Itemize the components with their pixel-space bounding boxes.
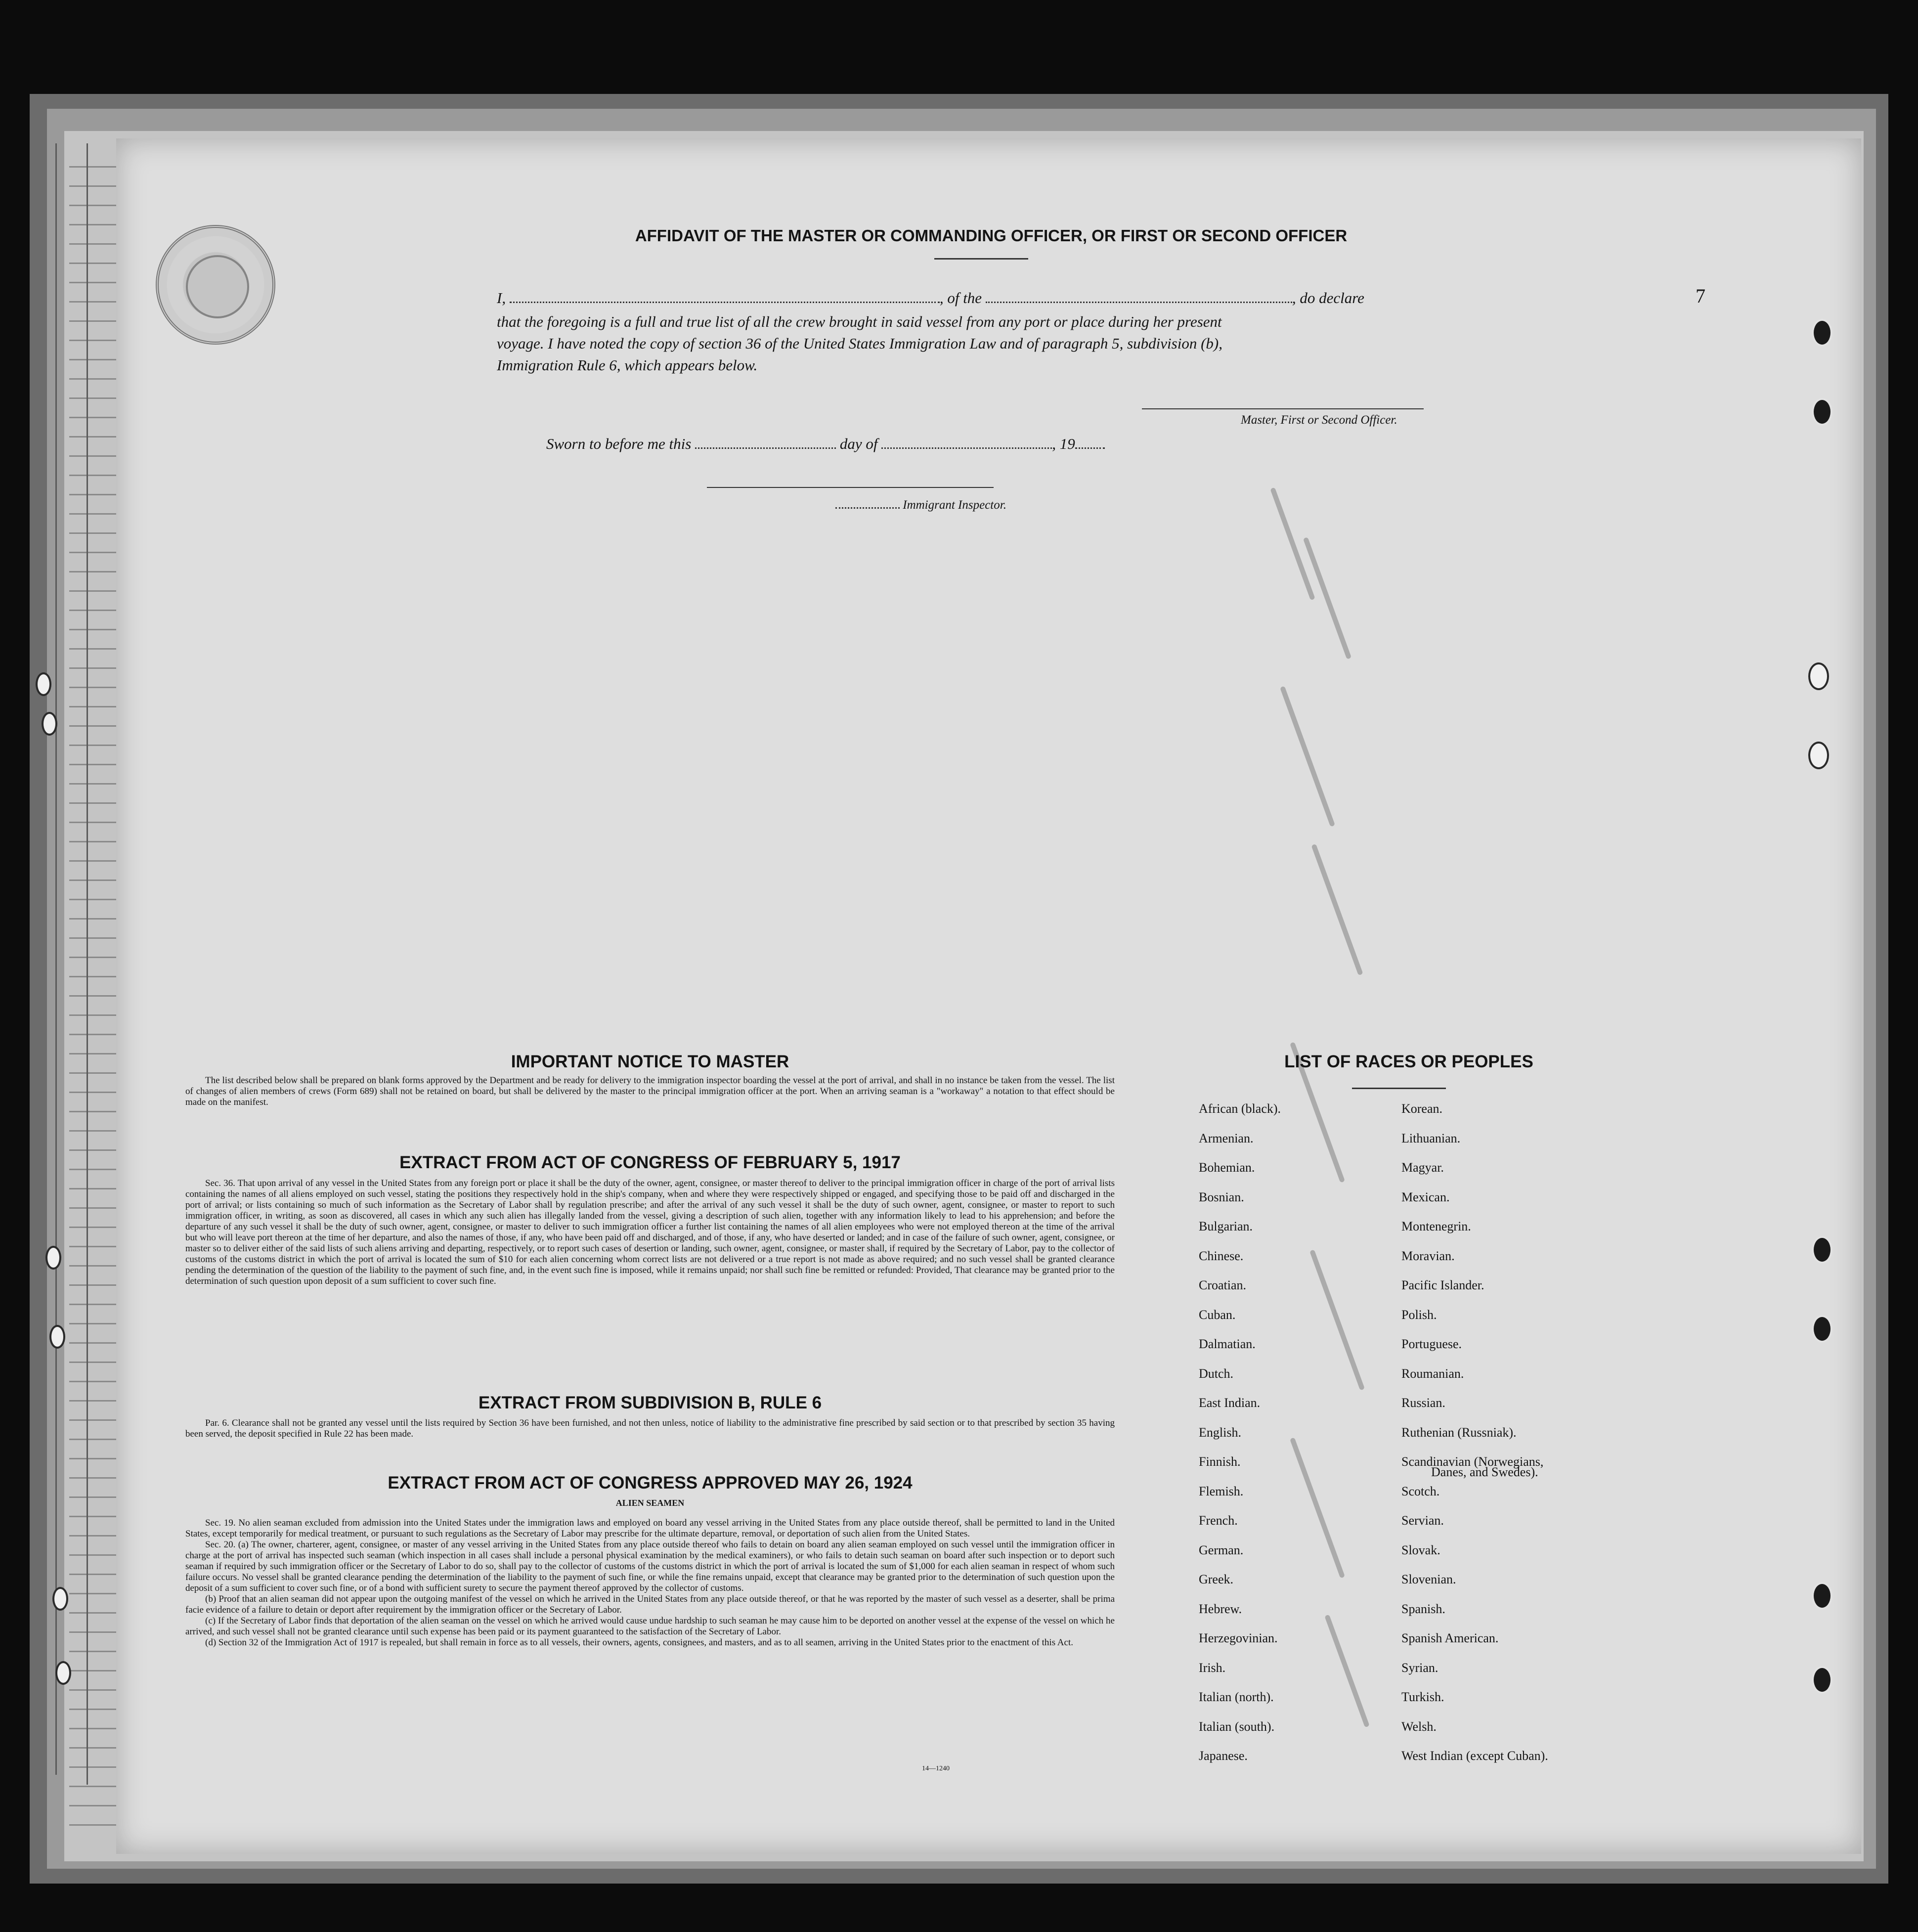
binder-hole [1812, 1582, 1832, 1610]
race-item: English. [1199, 1425, 1241, 1440]
affidavit-line-4: Immigration Rule 6, which appears below. [497, 356, 758, 374]
race-item: Polish. [1401, 1307, 1437, 1322]
race-item: Flemish. [1199, 1484, 1244, 1498]
race-item: Slovak. [1401, 1542, 1440, 1557]
race-item: Spanish. [1401, 1601, 1445, 1616]
sworn-line: Sworn to before me this day of , 19 [546, 435, 1105, 453]
sworn-month-field [881, 447, 1052, 449]
binder-hole [36, 672, 51, 696]
race-item: Korean. [1401, 1101, 1443, 1116]
race-item: Portuguese. [1401, 1337, 1462, 1351]
race-item: Finnish. [1199, 1454, 1241, 1469]
race-item-continuation: Danes, and Swedes). [1431, 1465, 1538, 1479]
races-title-rule [1352, 1088, 1446, 1089]
sec20b-text: (b) Proof that an alien seaman did not appear upon the outgoing manifest of the vessel on which he arrived in the United States from any place outside thereof, or that he was reported by the master of such vessel as a deserter, shall be prima facie evidence of a failure to detain or deport after requirement by the immigration officer or the Secretary of Labor. [185, 1594, 1115, 1615]
binder-hole [55, 1661, 71, 1685]
race-item: Irish. [1199, 1660, 1226, 1675]
race-item: Bosnian. [1199, 1189, 1244, 1204]
race-item: Lithuanian. [1401, 1131, 1461, 1145]
race-item: Roumanian. [1401, 1366, 1464, 1381]
race-item: Moravian. [1401, 1248, 1455, 1263]
binder-hole [45, 1246, 61, 1270]
race-item: Herzegovinian. [1199, 1631, 1278, 1645]
binder-hole [52, 1587, 68, 1611]
extract-rule6-title: EXTRACT FROM SUBDIVISION B, RULE 6 [478, 1393, 822, 1412]
inspector-label: Immigrant Inspector. [835, 498, 1006, 512]
page-edge-line [55, 143, 57, 1775]
master-signature-line [1142, 408, 1424, 409]
form-number: 14—1240 [922, 1765, 950, 1772]
race-item: Magyar. [1401, 1160, 1444, 1175]
race-item: Japanese. [1199, 1749, 1248, 1763]
extract-1924-body [185, 1518, 1115, 1648]
affidavit-title-rule [934, 258, 1028, 260]
race-item: Chinese. [1199, 1248, 1244, 1263]
race-item: Dutch. [1199, 1366, 1234, 1381]
race-item: West Indian (except Cuban). [1401, 1749, 1548, 1763]
race-item: Ruthenian (Russniak). [1401, 1425, 1517, 1440]
race-item: Armenian. [1199, 1131, 1254, 1145]
binder-hole [1812, 398, 1832, 426]
sworn-day-field [695, 447, 836, 449]
binder-hole [49, 1325, 65, 1349]
binder-hole [1812, 1315, 1832, 1343]
notice-body: The list described below shall be prepared on blank forms approved by the Department and be ready for delivery to the immigration inspector boarding the vessel at the port of arrival, and shall in no instance be taken from the vessel. The list of changes of alien members of crews (Form 689) shall not be retained on board, but shall be delivered by the master to the principal immigration officer at the port. When an arriving seaman is a "workaway" a notation to that effect should be made on the manifest. [185, 1075, 1115, 1107]
affidavit-line-3: voyage. I have noted the copy of section 36 of the United States Immigration Law and of paragraph 5, subdivision (b), [497, 335, 1222, 352]
binder-hole [42, 712, 57, 736]
race-item: Italian (south). [1199, 1719, 1275, 1734]
race-item: Cuban. [1199, 1307, 1236, 1322]
binder-hole [1808, 742, 1829, 769]
race-item: Turkish. [1401, 1690, 1444, 1704]
official-seal [156, 225, 275, 345]
race-item: Spanish American. [1401, 1631, 1499, 1645]
extract-1917-title: EXTRACT FROM ACT OF CONGRESS OF FEBRUARY 5, 1917 [399, 1153, 901, 1172]
binder-hole [1812, 1236, 1832, 1264]
vessel-name-field [986, 302, 1292, 303]
affidavit-line-2: that the foregoing is a full and true list of all the crew brought in said vessel from any port or place during her present [497, 313, 1222, 330]
race-item: Mexican. [1401, 1189, 1450, 1204]
affidavit-title: AFFIDAVIT OF THE MASTER OR COMMANDING OFFICER, OR FIRST OR SECOND OFFICER [635, 226, 1348, 245]
page-edge-line [87, 143, 88, 1785]
race-item: Russian. [1401, 1396, 1445, 1410]
signature-label: Master, First or Second Officer. [1241, 413, 1397, 427]
binder-hole [1812, 1666, 1832, 1694]
race-item: Scotch. [1401, 1484, 1440, 1498]
sec19-text: Sec. 19. No alien seaman excluded from admission into the United States under the immigration laws and employed on board any vessel arriving in the United States from any place outside thereof, shall be permitted to land in the United States, except temporarily for medical treatment, or pursuant to such regulations as the Secretary of Labor may prescribe for the ultimate departure, removal, or deportation of such alien from the United States. [185, 1518, 1115, 1539]
sec20d-text: (d) Section 32 of the Immigration Act of 1917 is repealed, but shall remain in force as to all vessels, their owners, agents, consignees, and masters, and as to all seamen, arriving in the United States prior to the enactment of this Act. [205, 1637, 1073, 1648]
race-item: Bulgarian. [1199, 1219, 1253, 1233]
race-item: Dalmatian. [1199, 1337, 1256, 1351]
race-item: German. [1199, 1542, 1244, 1557]
notice-title: IMPORTANT NOTICE TO MASTER [511, 1052, 789, 1071]
race-item: Hebrew. [1199, 1601, 1242, 1616]
race-item: Scandinavian (Norwegians, [1401, 1454, 1544, 1469]
sec20c-text: (c) If the Secretary of Labor finds that deportation of the alien seaman on the vessel on which he arrived would cause undue hardship to such seaman he may cause him to be deported on another vessel at the expense of the vessel on which he arrived, and such vessel shall not be granted clearance until such expense has been paid or its payment guaranteed to the satisfaction of the Secretary of Labor. [185, 1616, 1115, 1637]
race-item: Syrian. [1401, 1660, 1438, 1675]
sworn-year-field [1075, 447, 1105, 449]
binder-hole [1812, 319, 1832, 347]
race-item: French. [1199, 1513, 1238, 1528]
race-item: Slovenian. [1401, 1572, 1456, 1586]
race-item: Welsh. [1401, 1719, 1437, 1734]
extract-1924-subtitle: ALIEN SEAMEN [615, 1498, 685, 1508]
race-item: African (black). [1199, 1101, 1281, 1116]
extract-1924-title: EXTRACT FROM ACT OF CONGRESS APPROVED MAY 26, 1924 [388, 1473, 913, 1493]
race-item: Servian. [1401, 1513, 1444, 1528]
race-item: Bohemian. [1199, 1160, 1255, 1175]
race-item: East Indian. [1199, 1396, 1261, 1410]
affidavit-line-1: I, , of the , do declare [497, 289, 1364, 307]
race-item: Pacific Islander. [1401, 1278, 1484, 1292]
margin-mark: 7 [1696, 285, 1705, 307]
master-name-field [510, 302, 940, 303]
sec20a-text: Sec. 20. (a) The owner, charterer, agent, consignee, or master of any vessel arriving in the United States from any place outside thereof who fails to detain on board any alien seaman employed on such vessel until the immigration officer in charge at the port of arrival has inspected such seaman (which inspection in all cases shall include a personal physical examination by the medical examiners), or who fails to detain such seaman on board after such inspection or to deport such seaman if required by such immigration officer or the Secretary of Labor to do so, shall pay to the collector of customs of the customs district in which the port of arrival is located the sum of $1,000 for each alien seaman in respect of whom such failure occurs. No vessel shall be granted clearance pending the determination of the liability to the payment of such fine, or while the fine remains unpaid, except that clearance may be granted prior to the determination of such question upon the deposit of a sum sufficient to cover such fine, or of a bond with sufficient surety to secure the payment thereof approved by the collector of customs. [185, 1539, 1115, 1593]
race-item: Greek. [1199, 1572, 1234, 1586]
race-item: Montenegrin. [1401, 1219, 1471, 1233]
binder-hole [1808, 662, 1829, 690]
races-title: LIST OF RACES OR PEOPLES [1284, 1052, 1533, 1071]
inspector-signature-line [707, 487, 994, 488]
ruled-page-edge [69, 148, 116, 1829]
extract-rule6-body: Par. 6. Clearance shall not be granted any vessel until the lists required by Section 36 have been furnished, and not then unless, notice of liability to the administrative fine prescribed by said section or to that prescribed by section 35 having been served, the deposit specified in Rule 22 has been made. [185, 1418, 1115, 1439]
race-item: Croatian. [1199, 1278, 1247, 1292]
extract-1917-body: Sec. 36. That upon arrival of any vessel in the United States from any foreign port or place it shall be the duty of the owner, agent, consignee, or master thereof to deliver to the principal immigration officer in charge of the port of arrival lists containing the names of all aliens employed on such vessel, stating the positions they respectively hold in the ship's company, when and where they were respectively shipped or engaged, and specifying those to be paid off and discharged in the port of arrival; or lists containing so much of such information as the Secretary of Labor shall by regulation prescribe; and after the arrival of any such vessel it shall be the duty of such owner, agent, consignee, or master to report to such immigration officer, in writing, as soon as discovered, all cases in which any such alien has illegally landed from the vessel, giving a description of such alien, together with any information likely to lead to his apprehension; and before the departure of any such vessel it shall be the duty of such owner, agent, consignee, or master to deliver to such immigration officer a further list containing the names of all alien employees who were not employed thereon at the time of the arrival but who will leave port thereon at the time of her departure, and also the names of those, if any, who have been paid off and discharged, and of those, if any, who have deserted or landed; and in case of the failure of such owner, agent, consignee, or master so to deliver either of the said lists of such aliens arriving and departing, respectively, or to report such cases of desertion or landing, such owner, agent, consignee, or master shall, if required by the Secretary of Labor, pay to the collector of customs of the customs district in which the port of arrival is located the sum of $10 for each alien concerning whom correct lists are not delivered or a true report is not made as above required; and no such vessel shall be granted clearance pending the determination of the question of the liability to the payment of such fine, and, in the event such fine is imposed, while it remains unpaid; nor shall such fine be remitted or refunded: Provided, That clearance may be granted prior to the determination of such question upon deposit of a sum sufficient to cover such fine. [185, 1178, 1115, 1286]
race-item: Italian (north). [1199, 1690, 1274, 1704]
